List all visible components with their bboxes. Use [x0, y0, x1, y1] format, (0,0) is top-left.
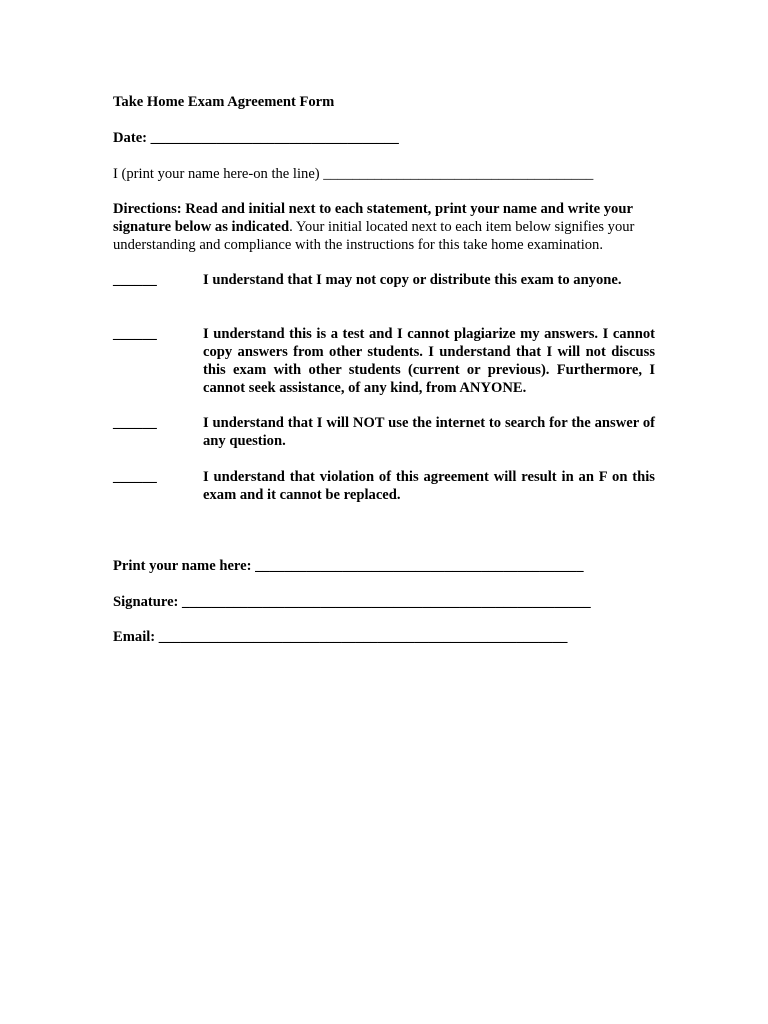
- directions-regular-text: . Your initial located next to each item below signifies your understanding and compliance with the instructions for this take home examination.: [113, 219, 635, 253]
- statement-4: I understand that violation of this agreement will result in an F on this exam and it cannot be replaced.: [203, 469, 655, 503]
- directions-paragraph: [113, 200, 658, 254]
- initial-blank-2: ______: [113, 326, 157, 342]
- statement-1: I understand that I may not copy or distribute this exam to anyone.: [203, 272, 622, 288]
- statement-3: I understand that I will NOT use the internet to search for the answer of any question.: [203, 415, 655, 449]
- date-field-line: Date: __________________________________: [113, 130, 399, 146]
- initial-blank-3: ______: [113, 415, 157, 431]
- email-field-line: Email: ________________________________________________________: [113, 629, 568, 645]
- form-title: Take Home Exam Agreement Form: [113, 94, 335, 110]
- initial-blank-4: ______: [113, 469, 157, 485]
- statement-2: I understand this is a test and I cannot plagiarize my answers. I cannot copy answers from other students. I understand that I will not discuss this exam with other students (current or previous). Furthermore, I cannot seek assistance, of any kind, from ANYONE.: [203, 326, 655, 396]
- print-name-field-line: Print your name here: _____________________________________________: [113, 558, 584, 574]
- initial-blank-1: ______: [113, 272, 157, 288]
- name-field-line: I (print your name here-on the line) _____________________________________: [113, 166, 594, 182]
- directions-bold-text: Directions: Read and initial next to each statement, print your name and write your signature below as indicated: [113, 201, 633, 235]
- signature-field-line: Signature: ________________________________________________________: [113, 594, 591, 610]
